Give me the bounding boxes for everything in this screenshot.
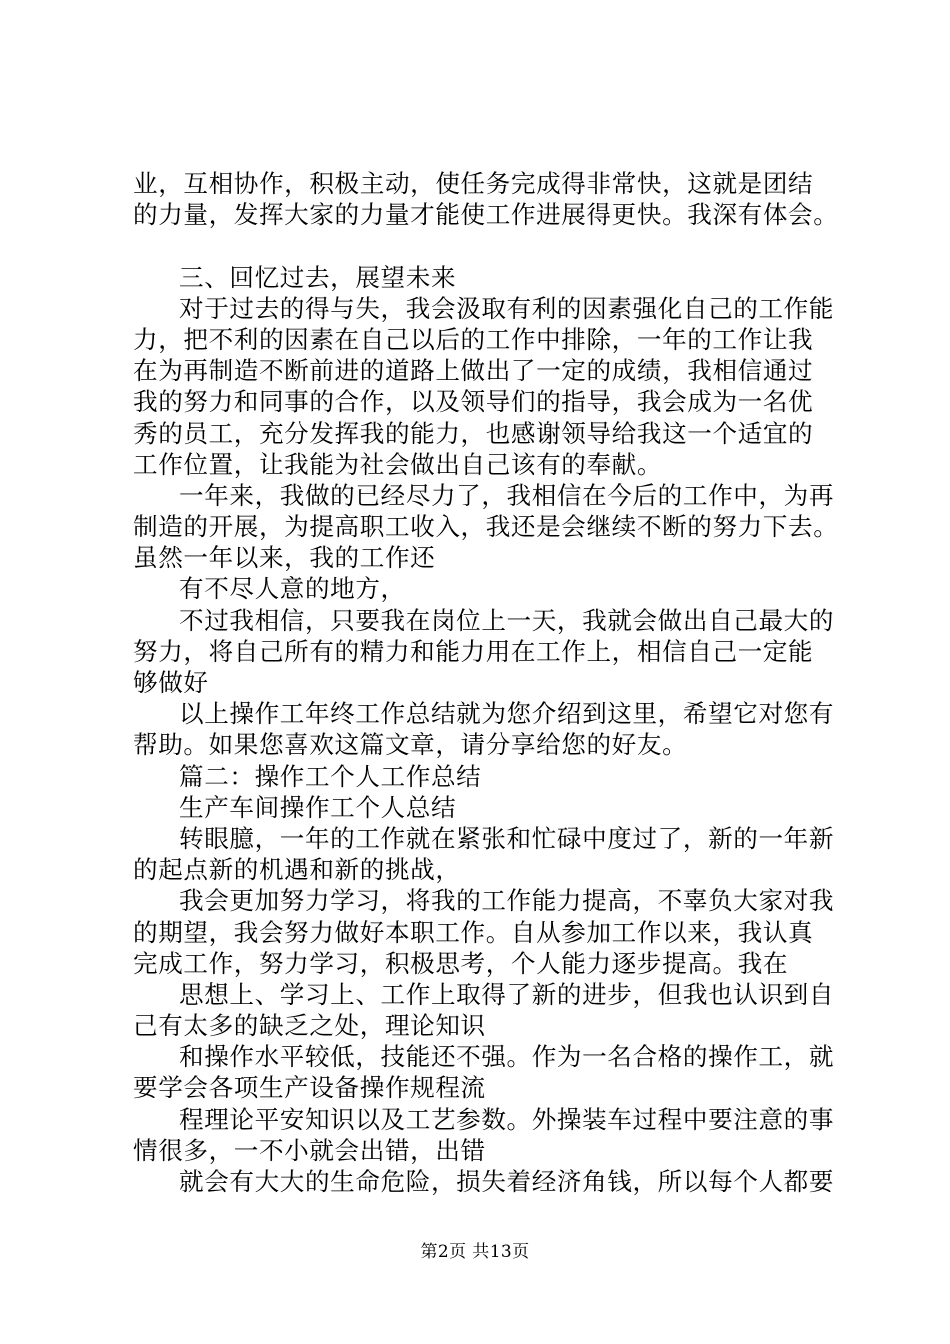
text-line: 和操作水平较低，技能还不强。作为一名合格的操作工，就: [179, 1042, 835, 1072]
text-line: 的起点新的机遇和新的挑战，: [133, 855, 461, 885]
text-line: 帮助。如果您喜欢这篇文章，请分享给您的好友。: [133, 730, 688, 760]
text-line: 程理论平安知识以及工艺参数。外操装车过程中要注意的事: [179, 1104, 835, 1134]
text-line: 业，互相协作，积极主动，使任务完成得非常快，这就是团结: [133, 169, 814, 198]
text-line: 力，把不利的因素在自己以后的工作中排除，一年的工作让我: [133, 324, 814, 354]
text-line: 转眼臆，一年的工作就在紧张和忙碌中度过了，新的一年新: [179, 823, 835, 853]
text-line: 完成工作，努力学习，积极思考，个人能力逐步提高。我在: [133, 948, 789, 978]
text-line: 思想上、学习上、工作上取得了新的进步，但我也认识到自: [179, 979, 835, 1009]
section-heading: 篇二：操作工个人工作总结: [179, 761, 482, 791]
text-line: 就会有大大的生命危险，损失着经济角钱，所以每个人都要: [179, 1167, 835, 1196]
text-line: 以上操作工年终工作总结就为您介绍到这里，希望它对您有: [179, 699, 835, 729]
text-line: 在为再制造不断前进的道路上做出了一定的成绩，我相信通过: [133, 356, 814, 386]
text-line: 有不尽人意的地方，: [179, 574, 406, 604]
text-line: 我会更加努力学习，将我的工作能力提高，不辜负大家对我: [179, 886, 835, 916]
subsection-heading: 生产车间操作工个人总结: [179, 792, 457, 822]
text-line: 的力量，发挥大家的力量才能使工作进展得更快。我深有体会。: [133, 200, 839, 230]
text-line: 对于过去的得与失，我会汲取有利的因素强化自己的工作能: [179, 293, 835, 323]
text-line: 努力，将自己所有的精力和能力用在工作上，相信自己一定能: [133, 636, 814, 666]
text-line: 要学会各项生产设备操作规程流: [133, 1073, 486, 1103]
text-line: 虽然一年以来，我的工作还: [133, 543, 436, 573]
section-heading: 三、回忆过去，展望未来: [179, 262, 457, 292]
text-line: 我的努力和同事的合作，以及领导们的指导，我会成为一名优: [133, 387, 814, 417]
text-line: 己有太多的缺乏之处，理论知识: [133, 1011, 486, 1041]
paragraph-gap: [133, 230, 853, 261]
text-line: 制造的开展，为提高职工收入，我还是会继续不断的努力下去。: [133, 512, 839, 542]
text-line: 不过我相信，只要我在岗位上一天，我就会做出自己最大的: [179, 605, 835, 635]
document-body: [133, 168, 853, 1197]
text-line: 秀的员工，充分发挥我的能力，也感谢领导给我这一个适宜的: [133, 418, 814, 448]
text-line: 一年来，我做的已经尽力了，我相信在今后的工作中，为再: [179, 480, 835, 510]
page-indicator: 第2页 共13页: [420, 1242, 530, 1262]
text-line: 的期望，我会努力做好本职工作。自从参加工作以来，我认真: [133, 917, 814, 947]
text-line: 工作位置，让我能为社会做出自己该有的奉献。: [133, 449, 663, 479]
text-line: 够做好: [133, 668, 209, 697]
text-line: 情很多，一不小就会出错，出错: [133, 1135, 486, 1165]
